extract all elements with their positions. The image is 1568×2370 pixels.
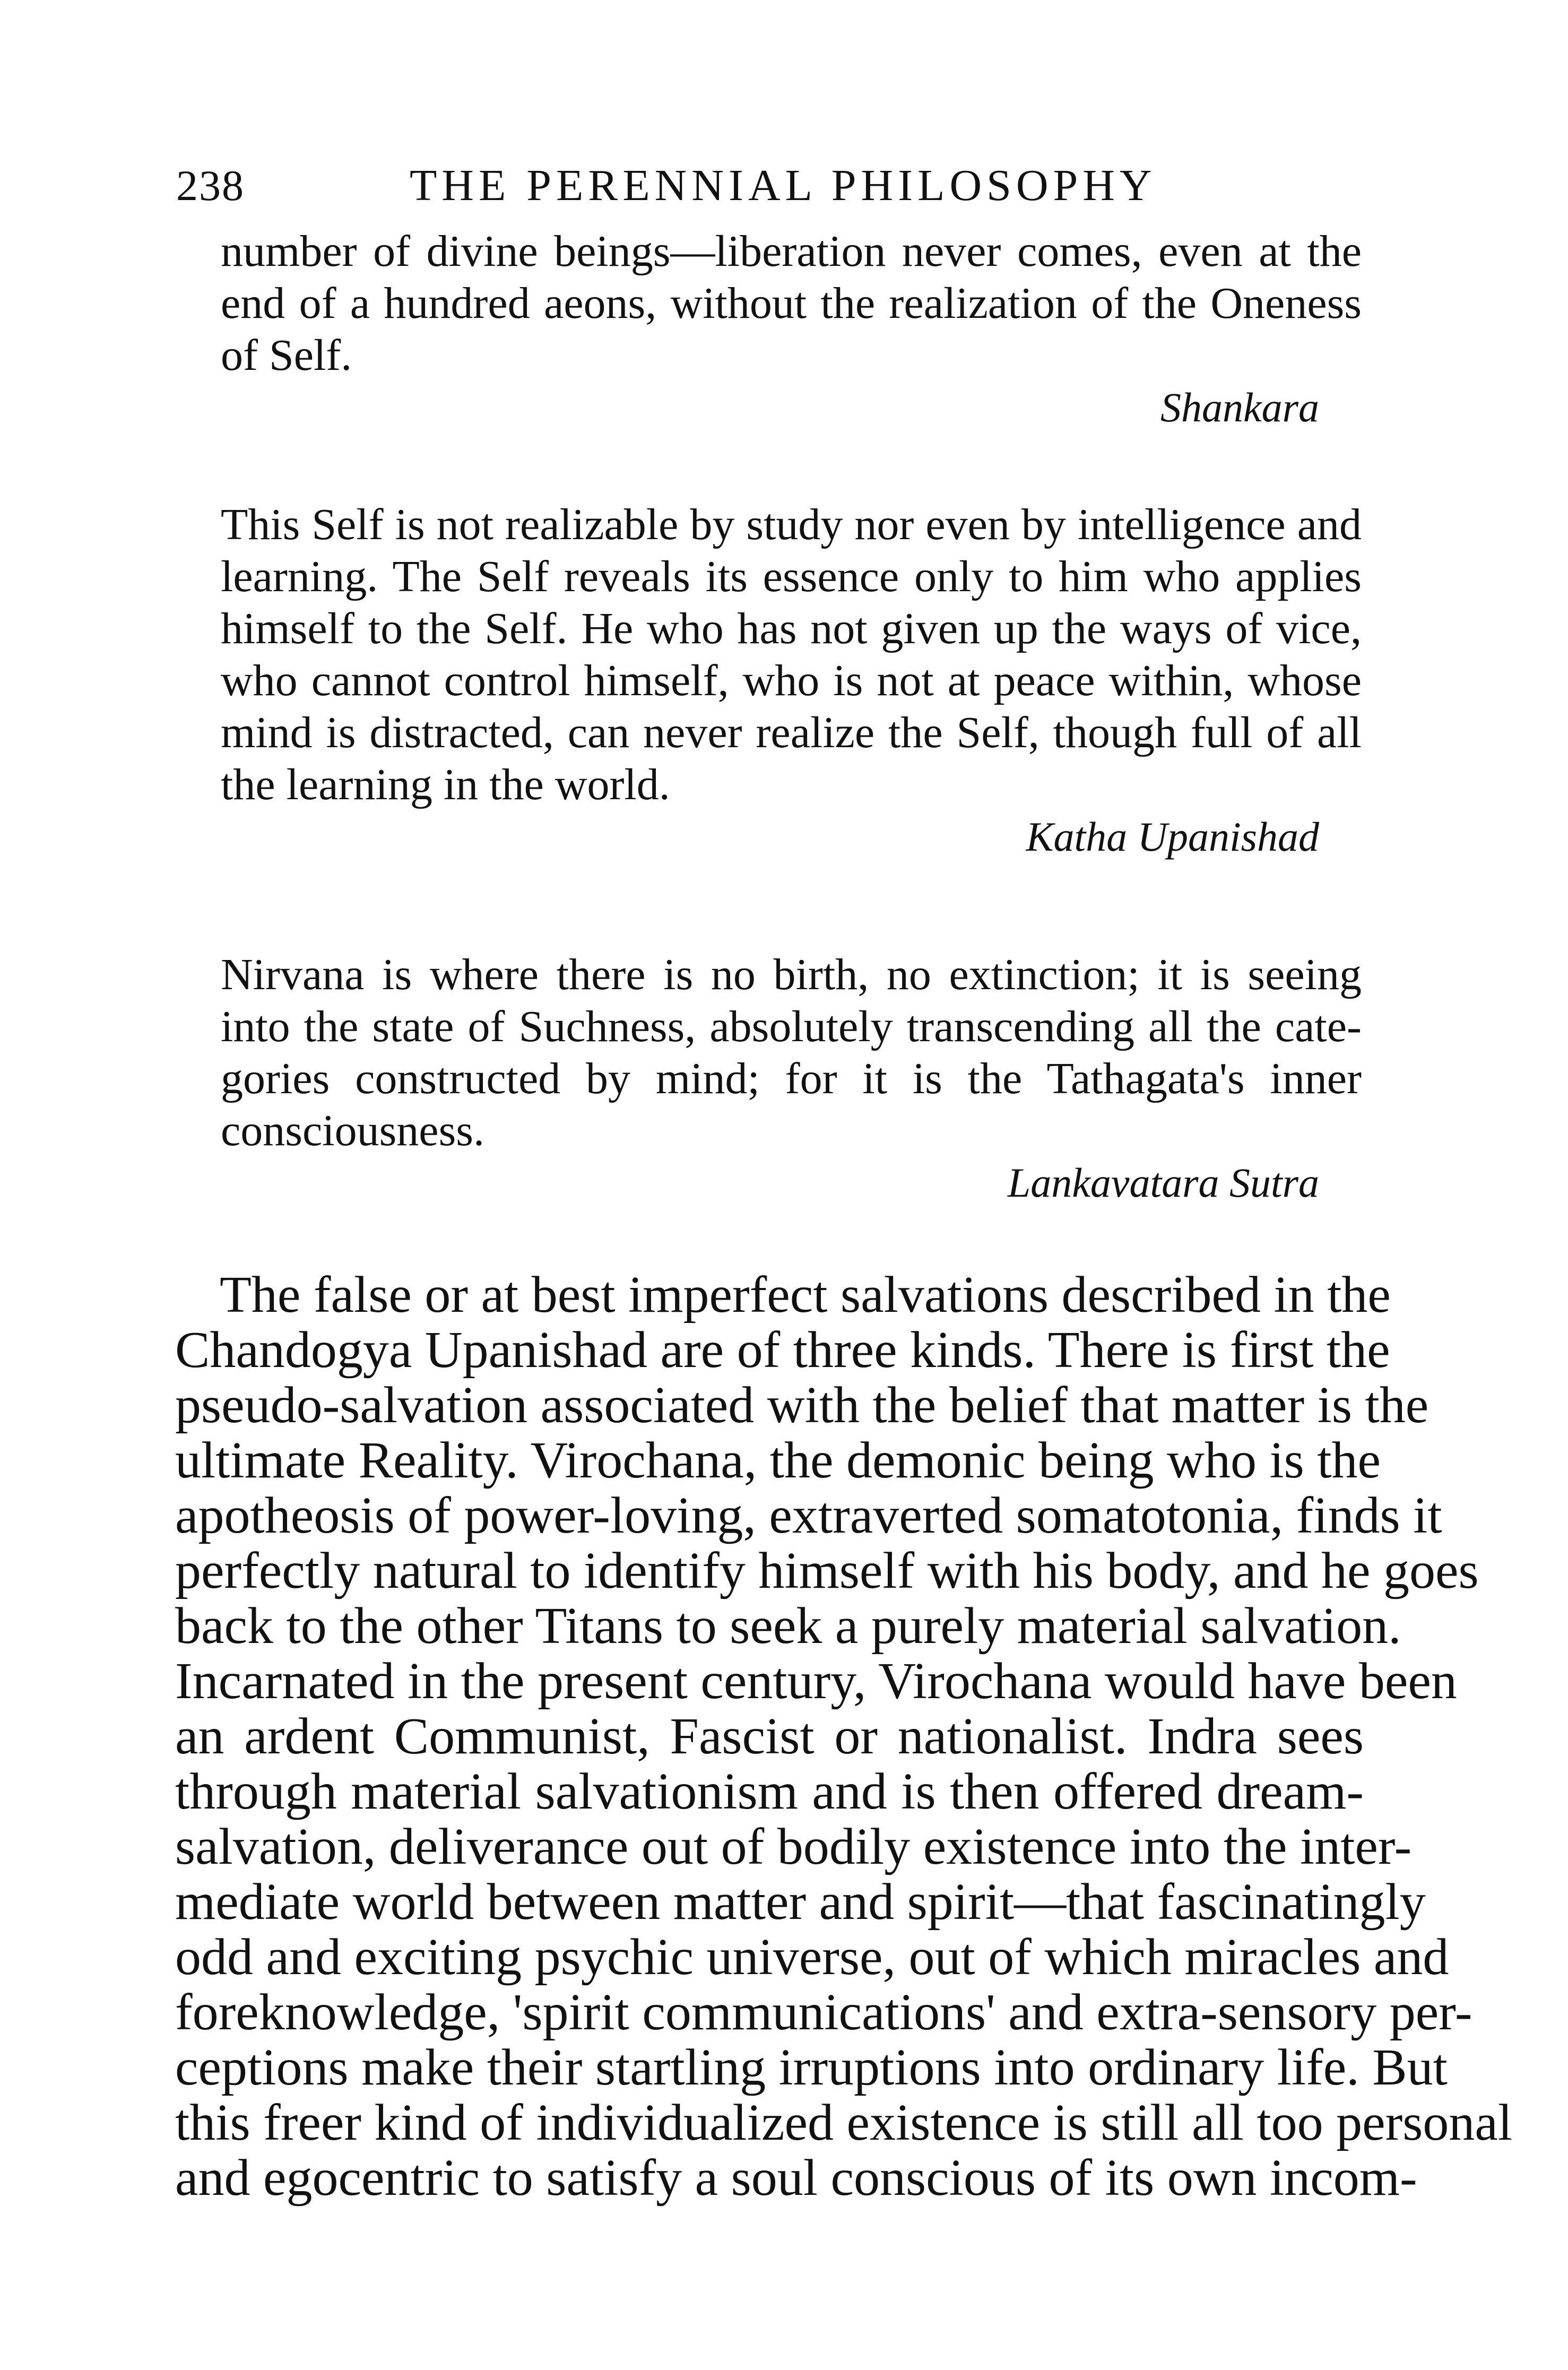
quote-line: end of a hundred aeons, without the realization of the Oneness <box>221 279 1362 328</box>
quote-shankara <box>221 226 1362 434</box>
body-line: Chandogya Upanishad are of three kinds. There is first the <box>175 1321 1390 1379</box>
quote-line: learning. The Self reveals its essence only to him who applies <box>221 552 1362 601</box>
quote-attribution: Shankara <box>1160 384 1319 430</box>
quote-line: gories constructed by mind; for it is the Tathagata's inner <box>221 1054 1362 1103</box>
body-line: and egocentric to satisfy a soul conscious of its own incom- <box>175 2149 1417 2207</box>
quote-katha-upanishad <box>221 499 1362 863</box>
quote-attribution: Lankavatara Sutra <box>1007 1160 1319 1206</box>
body-line: back to the other Titans to seek a purely material salvation. <box>175 1597 1401 1655</box>
page-number: 238 <box>176 161 245 210</box>
body-line: an ardent Communist, Fascist or nationalist. Indra sees <box>175 1708 1364 1765</box>
body-line: this freer kind of individualized existence is still all too personal <box>175 2094 1513 2151</box>
quote-attribution: Katha Upanishad <box>1026 814 1319 860</box>
quote-line: himself to the Self. He who has not given up the ways of vice, <box>221 604 1362 653</box>
quote-line: Nirvana is where there is no birth, no extinction; it is seeing <box>221 950 1362 999</box>
quote-line: into the state of Suchness, absolutely transcending all the cate- <box>221 1002 1362 1051</box>
quote-line: who cannot control himself, who is not at peace within, whose <box>221 656 1362 705</box>
body-line: Incarnated in the present century, Virochana would have been <box>175 1653 1457 1710</box>
body-line: salvation, deliverance out of bodily existence into the inter- <box>175 1818 1412 1875</box>
body-line: perfectly natural to identify himself with his body, and he goes <box>175 1542 1479 1599</box>
body-paragraph <box>175 1266 1513 2207</box>
quote-line: consciousness. <box>221 1106 484 1155</box>
quote-lankavatara-sutra <box>221 949 1362 1209</box>
body-line: apotheosis of power-loving, extraverted somatotonia, finds it <box>175 1487 1442 1544</box>
running-head: THE PERENNIAL PHILOSOPHY <box>410 161 1157 210</box>
quote-line: number of divine beings—liberation never comes, even at the <box>221 227 1362 276</box>
body-line: odd and exciting psychic universe, out of which miracles and <box>175 1928 1449 1986</box>
quote-line: mind is distracted, can never realize the Self, though full of all <box>221 708 1362 757</box>
body-line: through material salvationism and is then offered dream- <box>175 1763 1364 1820</box>
body-line: The false or at best imperfect salvations described in the <box>220 1266 1391 1324</box>
quote-line: This Self is not realizable by study nor even by intelligence and <box>221 500 1362 549</box>
quote-line: the learning in the world. <box>221 760 670 809</box>
body-line: mediate world between matter and spirit—that fascinatingly <box>175 1873 1426 1931</box>
body-line: pseudo-salvation associated with the belief that matter is the <box>175 1377 1429 1434</box>
page-header <box>176 154 1386 218</box>
body-line: foreknowledge, 'spirit communications' and extra-sensory per- <box>175 1984 1472 2041</box>
quote-line: of Self. <box>221 331 352 380</box>
body-line: ceptions make their startling irruptions into ordinary life. But <box>175 2039 1448 2096</box>
body-line: ultimate Reality. Virochana, the demonic being who is the <box>175 1432 1381 1489</box>
